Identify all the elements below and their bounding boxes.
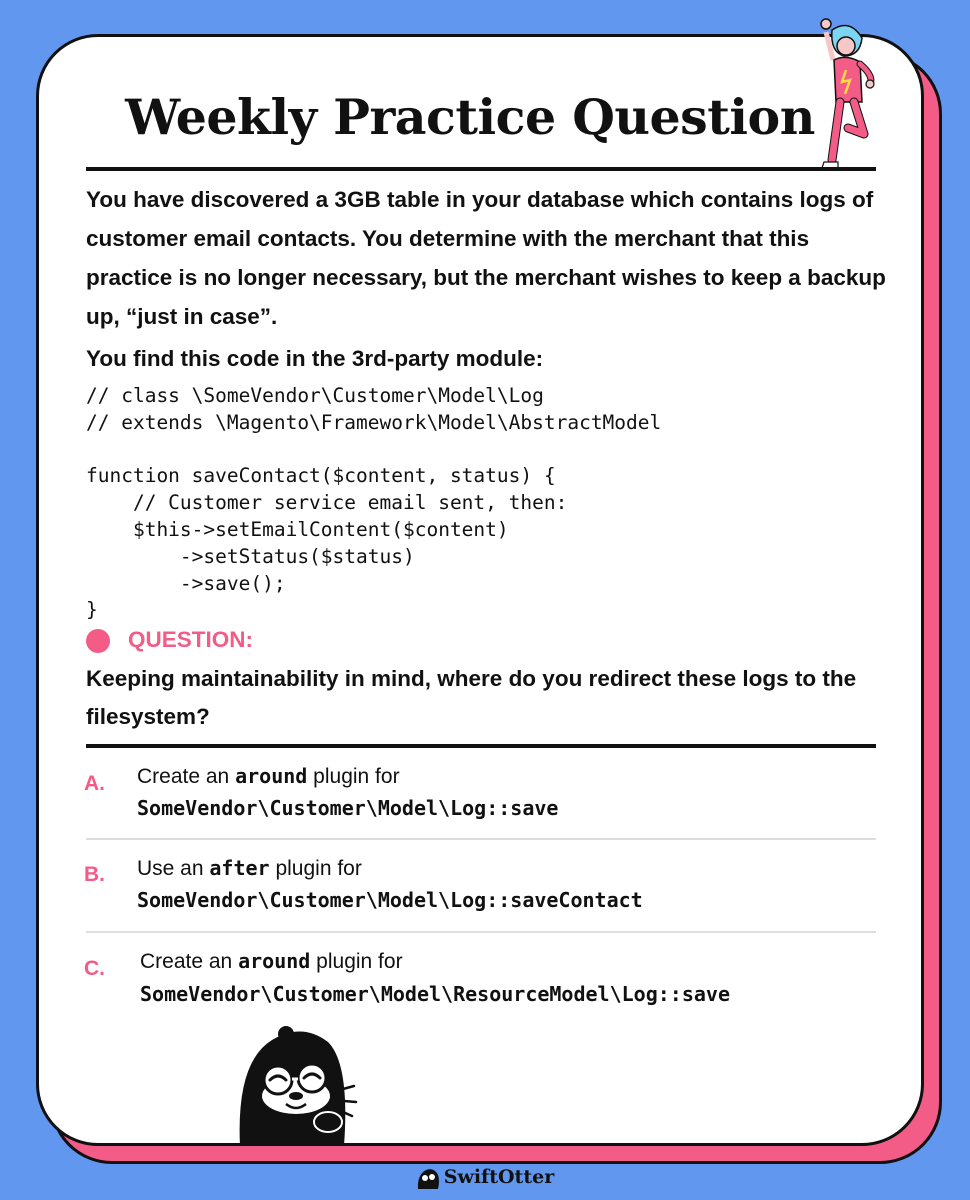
option-separator <box>86 838 876 840</box>
option-keyword: after <box>209 856 270 880</box>
question-divider <box>86 744 876 748</box>
question-bullet-icon <box>86 629 110 653</box>
option-target: SomeVendor\Customer\Model\Log::saveContact <box>137 888 643 912</box>
otter-mascot-illustration <box>232 1022 364 1146</box>
option-letter: B. <box>84 863 105 886</box>
brand-name: SwiftOtter <box>443 1166 555 1188</box>
question-text: Keeping maintainability in mind, where do you redirect these logs to the filesystem? <box>86 666 857 729</box>
option-description <box>137 764 400 789</box>
option-prefix: Create an <box>137 765 230 788</box>
option-prefix: Use an <box>137 857 204 880</box>
title-divider <box>86 167 876 171</box>
option-suffix: plugin for <box>313 765 400 788</box>
swiftotter-logo-icon <box>416 1167 440 1189</box>
option-description <box>137 856 362 881</box>
option-separator <box>86 931 876 933</box>
question-label: QUESTION: <box>128 627 254 652</box>
code-lead-text: You find this code in the 3rd-party module: <box>86 346 544 371</box>
option-keyword: around <box>238 949 311 973</box>
option-suffix: plugin for <box>316 950 403 973</box>
scenario-text: You have discovered a 3GB table in your database which contains logs of customer email contacts. You determine with the merchant that this practice is no longer necessary, but the merchant wishes to keep a backup up, “just in case”. <box>86 187 886 329</box>
page-title: Weekly Practice Question <box>125 88 815 146</box>
option-letter: A. <box>84 772 105 795</box>
option-prefix: Create an <box>140 950 233 973</box>
brand-footer <box>0 1166 970 1189</box>
option-target: SomeVendor\Customer\Model\ResourceModel\Log::save <box>140 982 731 1006</box>
option-keyword: around <box>235 764 308 788</box>
option-target: SomeVendor\Customer\Model\Log::save <box>137 796 559 820</box>
option-letter: C. <box>84 957 105 980</box>
option-suffix: plugin for <box>275 857 362 880</box>
option-description <box>140 949 403 974</box>
code-snippet: // class \SomeVendor\Customer\Model\Log // extends \Magento\Framework\Model\AbstractModel function saveContact($content, status) { // Customer service email sent, then: $this->setEmailContent($content) ->setStatus($status) ->save(); } <box>86 384 662 622</box>
